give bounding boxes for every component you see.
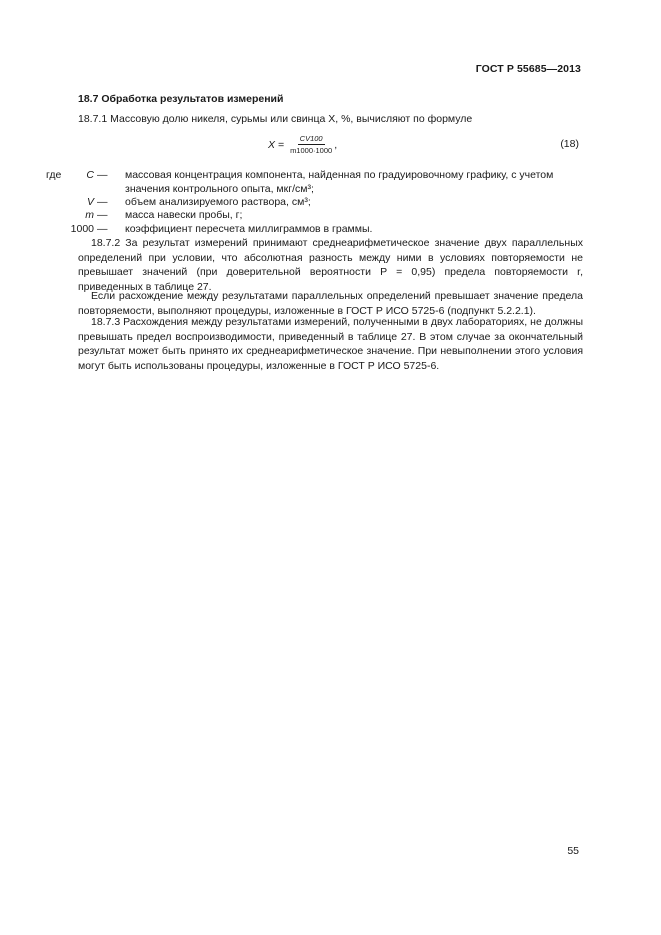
where-desc-m: масса навески пробы, г; (125, 209, 243, 221)
where-dash: — (97, 169, 108, 181)
equation-number: (18) (560, 138, 579, 150)
document-header-number: ГОСТ Р 55685—2013 (475, 63, 581, 75)
where-label: где (46, 169, 62, 181)
formula-trailing-comma: , (334, 138, 338, 151)
where-dash: — (97, 209, 108, 221)
where-dash: — (97, 223, 108, 235)
formula-fraction (288, 134, 334, 155)
where-dash: — (97, 196, 108, 208)
formula-18 (268, 134, 337, 155)
where-symbol-c: C (86, 169, 94, 181)
where-desc-c: массовая концентрация компонента, найденная по градуировочному графику, с учетом значения контрольного опыта, мкг/см³; (125, 169, 554, 195)
page-number: 55 (567, 845, 579, 857)
where-symbol-v: V (86, 196, 94, 208)
where-desc-1000: коэффициент пересчета миллиграммов в граммы. (125, 223, 373, 235)
where-desc-v: объем анализируемого раствора, см³; (125, 196, 311, 208)
paragraph-18-7-1: 18.7.1 Массовую долю никеля, сурьмы или свинца X, %, вычисляют по формуле (78, 113, 473, 125)
formula-lhs: X = (268, 138, 285, 151)
paragraph-18-7-2: 18.7.2 За результат измерений принимают среднеарифметическое значение двух параллельных определений при условии, что абсолютная разность между ними в условиях повторяемости не превышает значений (при доверительной вероятности P = 0,95) предела повторяемости r, приведенных в таблице 27. (78, 237, 583, 293)
paragraph-18-7-3: 18.7.3 Расхождения между результатами измерений, полученными в двух лабораториях, не должны превышать предел воспроизводимости, приведенный в таблице 27. В этом случае за окончательный результат может быть принято их среднеарифметическое значение. При невыполнении этого условия могут быть использованы процедуры, изложенные в ГОСТ Р ИСО 5725-6. (78, 316, 583, 372)
where-symbol-m: m (85, 209, 94, 221)
formula-numerator: CV100 (299, 134, 323, 143)
paragraph-repeatability-note: Если расхождение между результатами параллельных определений превышает значение предела повторяемости, выполняют процедуры, изложенные в ГОСТ Р ИСО 5725-6 (подпункт 5.2.2.1). (78, 290, 583, 317)
section-title: 18.7 Обработка результатов измерений (78, 93, 284, 105)
where-symbol-1000: 1000 (70, 223, 94, 235)
formula-denominator: m1000·1000 (290, 146, 333, 155)
